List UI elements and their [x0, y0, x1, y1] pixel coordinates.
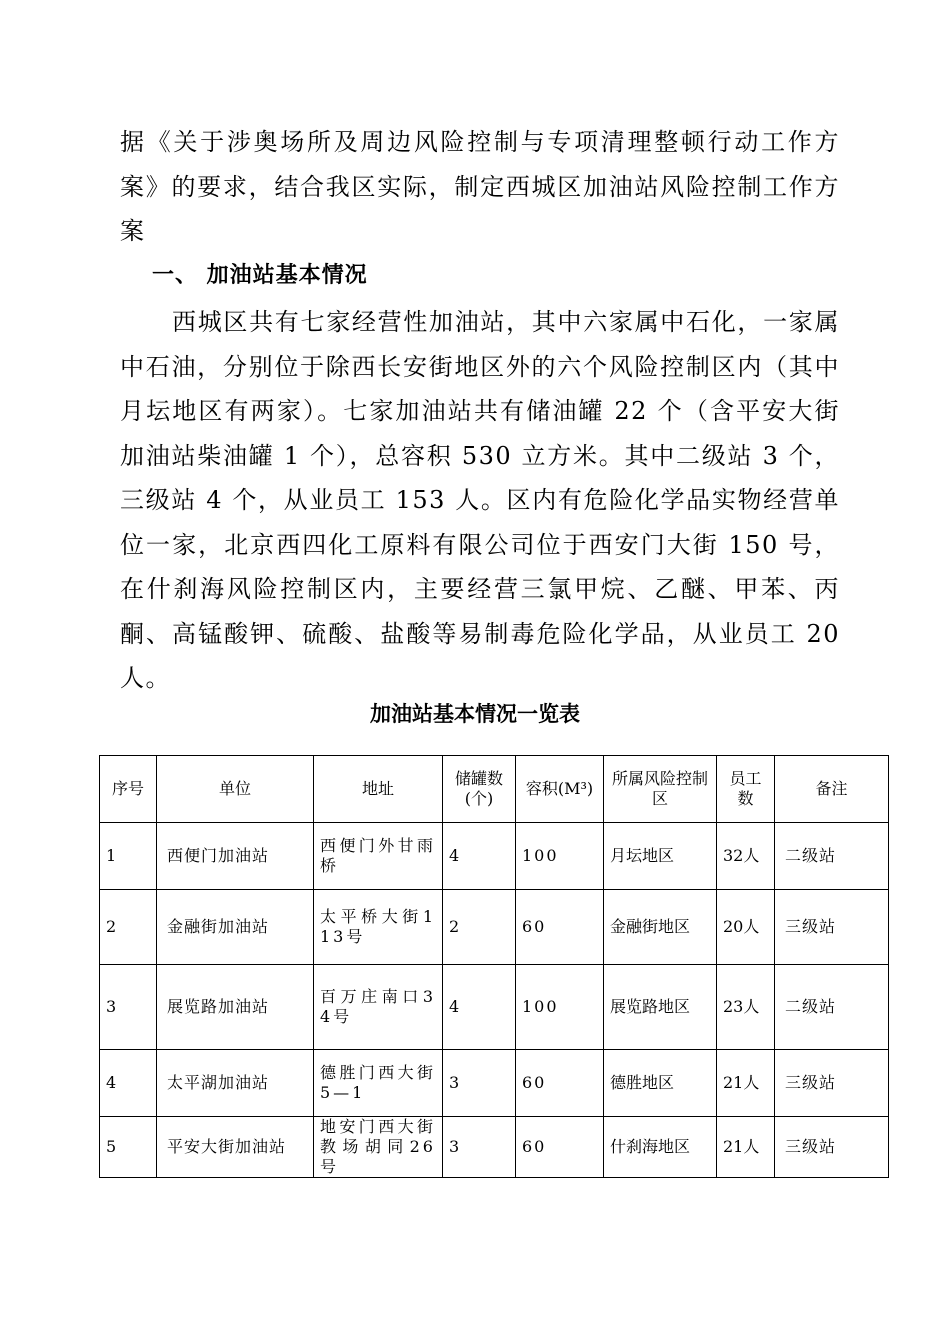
cell-unit: 平安大街加油站	[157, 1117, 314, 1178]
cell-address: 太平桥大街113号	[314, 890, 443, 965]
header-address: 地址	[314, 756, 443, 823]
cell-capacity: 60	[516, 890, 604, 965]
cell-remark: 二级站	[775, 823, 889, 890]
gas-station-table	[99, 755, 889, 1178]
table-row	[100, 823, 889, 890]
cell-remark: 三级站	[775, 1050, 889, 1117]
intro-paragraph: 据《关于涉奥场所及周边风险控制与专项清理整顿行动工作方案》的要求，结合我区实际，制定西城区加油站风险控制工作方案	[120, 128, 840, 245]
cell-unit: 金融街加油站	[157, 890, 314, 965]
header-capacity: 容积(M³)	[516, 756, 604, 823]
cell-remark: 三级站	[775, 1117, 889, 1178]
header-tanks: 储罐数(个)	[443, 756, 516, 823]
cell-unit: 展览路加油站	[157, 965, 314, 1050]
cell-seq: 4	[100, 1050, 157, 1117]
cell-unit: 太平湖加油站	[157, 1050, 314, 1117]
cell-district: 金融街地区	[604, 890, 717, 965]
header-remark: 备注	[775, 756, 889, 823]
cell-capacity: 100	[516, 965, 604, 1050]
body-paragraph: 西城区共有七家经营性加油站，其中六家属中石化，一家属中石油，分别位于除西长安街地区外的六个风险控制区内（其中月坛地区有两家）。七家加油站共有储油罐 22 个（含平安大街加油站柴油罐 1 个），总容积 530 立方米。其中二级站 3 个，三级站 4 个，从业员工 153 人。区内有危险化学品实物经营单位一家，北京西四化工原料有限公司位于西安门大街 150 号，在什刹海风险控制区内，主要经营三氯甲烷、乙醚、甲苯、丙酮、高锰酸钾、硫酸、盐酸等易制毒危险化学品，从业员工 20 人。	[120, 308, 840, 692]
cell-address: 地安门西大街教场胡同26号	[314, 1117, 443, 1178]
cell-staff: 23人	[717, 965, 775, 1050]
cell-tanks: 4	[443, 965, 516, 1050]
cell-district: 展览路地区	[604, 965, 717, 1050]
header-seq: 序号	[100, 756, 157, 823]
cell-address: 百万庄南口34号	[314, 965, 443, 1050]
table-row	[100, 890, 889, 965]
header-staff: 员工数	[717, 756, 775, 823]
cell-staff: 21人	[717, 1050, 775, 1117]
cell-seq: 5	[100, 1117, 157, 1178]
cell-seq: 1	[100, 823, 157, 890]
cell-staff: 20人	[717, 890, 775, 965]
table-header-row	[100, 756, 889, 823]
cell-capacity: 60	[516, 1050, 604, 1117]
cell-tanks: 4	[443, 823, 516, 890]
header-district: 所属风险控制区	[604, 756, 717, 823]
table-row	[100, 1050, 889, 1117]
cell-address: 德胜门西大街5—1	[314, 1050, 443, 1117]
cell-tanks: 3	[443, 1117, 516, 1178]
table-title: 加油站基本情况一览表	[370, 702, 580, 726]
cell-capacity: 60	[516, 1117, 604, 1178]
cell-tanks: 2	[443, 890, 516, 965]
cell-district: 什刹海地区	[604, 1117, 717, 1178]
table-row	[100, 965, 889, 1050]
cell-seq: 2	[100, 890, 157, 965]
header-unit: 单位	[157, 756, 314, 823]
cell-unit: 西便门加油站	[157, 823, 314, 890]
table-row	[100, 1117, 889, 1178]
cell-district: 德胜地区	[604, 1050, 717, 1117]
cell-seq: 3	[100, 965, 157, 1050]
cell-staff: 32人	[717, 823, 775, 890]
section-heading: 一、 加油站基本情况	[152, 263, 368, 288]
cell-remark: 二级站	[775, 965, 889, 1050]
cell-district: 月坛地区	[604, 823, 717, 890]
cell-capacity: 100	[516, 823, 604, 890]
cell-remark: 三级站	[775, 890, 889, 965]
cell-tanks: 3	[443, 1050, 516, 1117]
cell-address: 西便门外甘雨桥	[314, 823, 443, 890]
cell-staff: 21人	[717, 1117, 775, 1178]
